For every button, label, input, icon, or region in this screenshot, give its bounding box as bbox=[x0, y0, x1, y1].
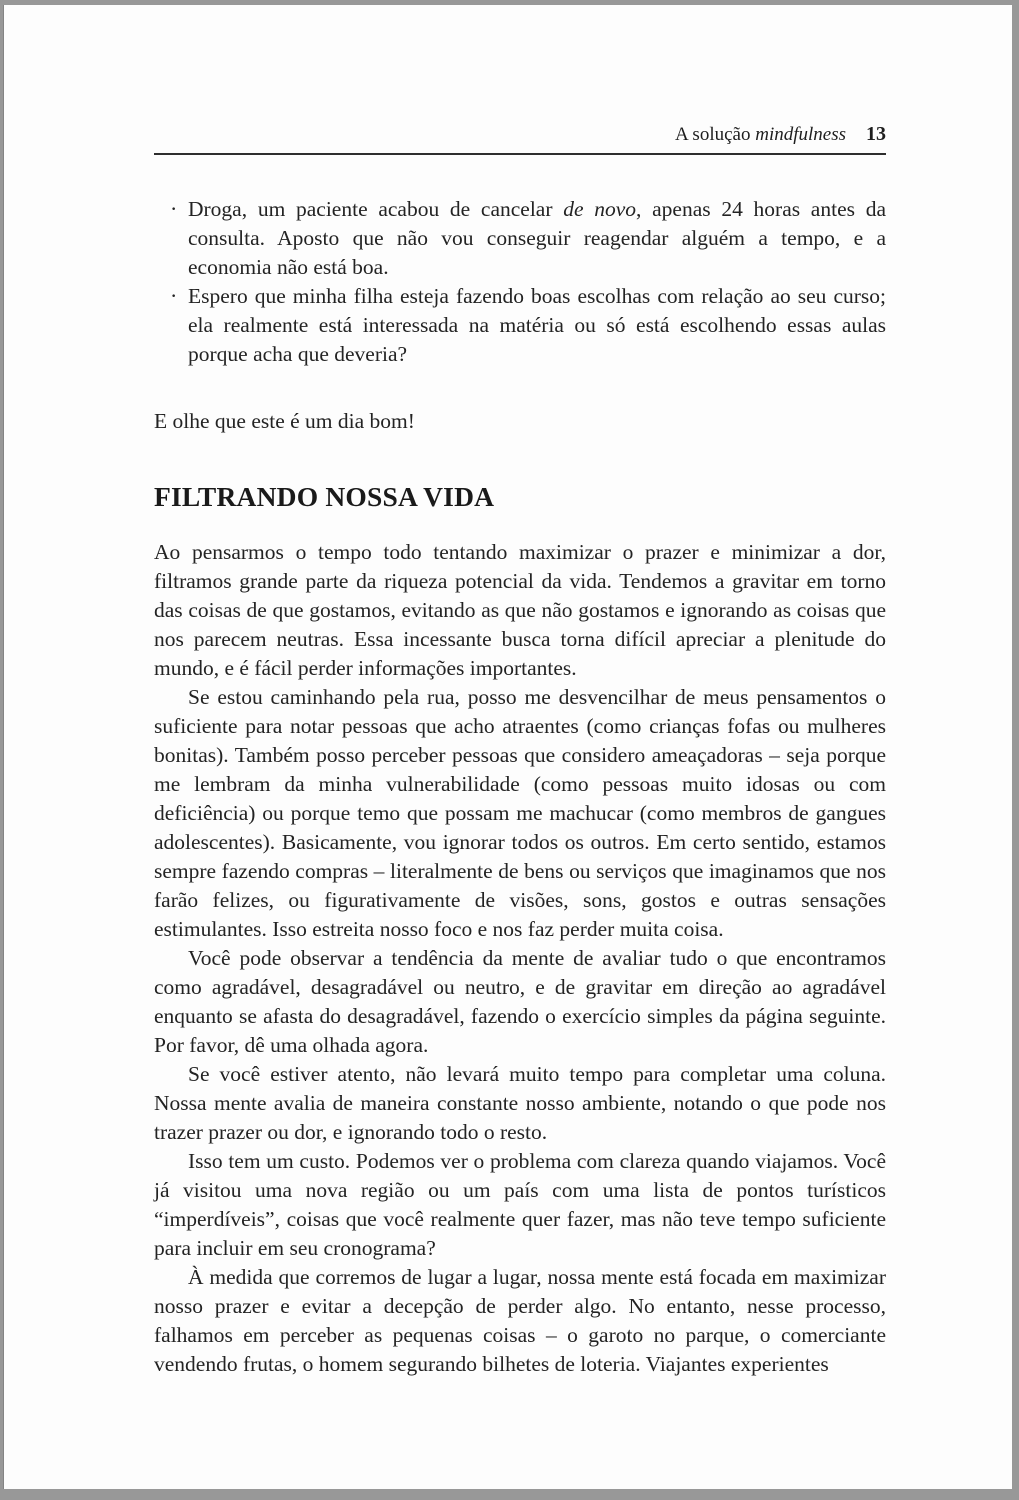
page-number: 13 bbox=[866, 123, 886, 145]
paragraph: Ao pensarmos o tempo todo tentando maximizar o prazer e minimizar a dor, filtramos grande parte da riqueza potencial da vida. Tendemos a gravitar em torno das coisas de que gostamos, evitando as que não gostamos e ignorando as coisas que nos parecem neutras. Essa incessante busca torna difícil apreciar a plenitude do mundo, e é fácil perder informações importantes. bbox=[154, 540, 886, 681]
paragraph: Isso tem um custo. Podemos ver o problema com clareza quando viajamos. Você já visitou uma nova região ou um país com uma lista de pontos turísticos “imperdíveis”, coisas que você realmente quer fazer, mas não teve tempo suficiente para incluir em seu cronograma? bbox=[154, 1149, 886, 1261]
bullet-text-segment: , apenas 24 horas antes da consulta. Aposto que não vou conseguir reagendar alguém a tempo, e a economia não está boa. bbox=[188, 197, 886, 279]
body-copy bbox=[154, 538, 886, 1379]
paragraph: À medida que corremos de lugar a lugar, nossa mente está focada em maximizar nosso prazer e evitar a decepção de perder algo. No entanto, nesse processo, falhamos em perceber as pequenas coisas – o garoto no parque, o comerciante vendendo frutas, o homem segurando bilhetes de loteria. Viajantes experientes bbox=[154, 1265, 886, 1377]
inner-thoughts-list bbox=[154, 195, 886, 369]
text-column bbox=[154, 5, 886, 1379]
paragraph: Se estou caminhando pela rua, posso me desvencilhar de meus pensamentos o suficiente para notar pessoas que acho atraentes (como crianças fofas ou mulheres bonitas). Também posso perceber pessoas que considero ameaçadoras – seja porque me lembram da minha vulnerabilidade (como pessoas muito idosas ou com deficiência) ou porque temo que possam me machucar (como membros de gangues adolescentes). Basicamente, vou ignorar todos os outros. Em certo sentido, estamos sempre fazendo compras – literalmente de bens ou serviços que imaginamos que nos farão felizes, ou figurativamente de visões, sons, gostos e outras sensações estimulantes. Isso estreita nosso foco e nos faz perder muita coisa. bbox=[154, 685, 886, 942]
list-item bbox=[154, 195, 886, 282]
paragraph: Se você estiver atento, não levará muito tempo para completar uma coluna. Nossa mente avalia de maneira constante nosso ambiente, notando o que pode nos trazer prazer ou dor, e ignorando todo o resto. bbox=[154, 1062, 886, 1145]
header-book-title: A solução bbox=[675, 124, 756, 145]
bullet-text bbox=[188, 284, 886, 366]
running-header bbox=[154, 123, 886, 155]
book-page bbox=[3, 5, 1012, 1489]
list-item bbox=[154, 282, 886, 369]
bullet-text-segment-italic: de novo bbox=[563, 197, 637, 221]
closing-line: E olhe que este é um dia bom! bbox=[154, 409, 415, 433]
paragraph: Você pode observar a tendência da mente de avaliar tudo o que encontramos como agradável, desagradável ou neutro, e de gravitar em direção ao agradável enquanto se afasta do desagradável, fazendo o exercício simples da página seguinte. Por favor, dê uma olhada agora. bbox=[154, 946, 886, 1058]
bullet-text bbox=[188, 197, 886, 279]
section-heading: FILTRANDO NOSSA VIDA bbox=[154, 481, 495, 512]
bullet-marker: · bbox=[170, 283, 178, 308]
bullet-text-segment: Espero que minha filha esteja fazendo boas escolhas com relação ao seu curso; ela realmente está interessada na matéria ou só está escolhendo essas aulas porque acha que deveria? bbox=[188, 284, 886, 366]
bullet-marker: · bbox=[170, 196, 178, 221]
header-book-title-italic: mindfulness bbox=[755, 124, 846, 145]
bullet-text-segment: Droga, um paciente acabou de cancelar bbox=[188, 197, 564, 221]
